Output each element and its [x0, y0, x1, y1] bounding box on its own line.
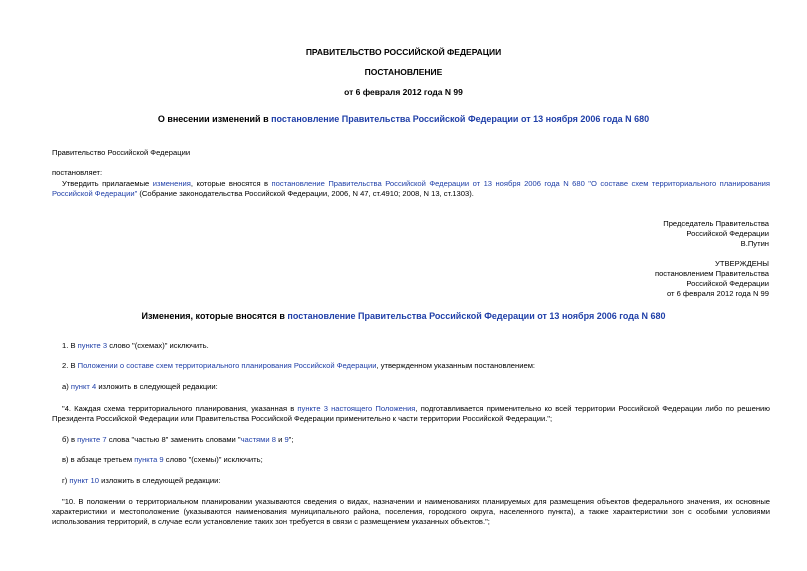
item-b-link-1[interactable]: пункте 7	[77, 435, 107, 444]
item-v-text-2: слово "(схемы)" исключить;	[163, 455, 263, 464]
item-a-link[interactable]: пункт 4	[70, 382, 97, 391]
item-g-text-2: изложить в следующей редакции:	[98, 476, 221, 485]
approve-paragraph	[52, 179, 770, 199]
decides-line: постановляет:	[52, 168, 103, 177]
approve-text-2: , которые вносятся в	[190, 179, 272, 188]
item-1-text-2: слово "(схемах)" исключить.	[107, 341, 209, 350]
item-2-link[interactable]: Положении о составе схем территориального планирования Российской Федерации	[77, 361, 377, 370]
approved-by: постановлением Правительства	[654, 269, 769, 278]
issuer-heading: ПРАВИТЕЛЬСТВО РОССИЙСКОЙ ФЕДЕРАЦИИ	[305, 47, 502, 57]
item-a-text-2: изложить в следующей редакции:	[96, 382, 218, 391]
doc-type-heading: ПОСТАНОВЛЕНИЕ	[364, 67, 443, 77]
approve-text-3: (Собрание законодательства Российской Федерации, 2006, N 47, ст.4910; 2008, N 13, ст.1303).	[137, 189, 474, 198]
doc-title-prefix: О внесении изменений в	[157, 114, 272, 124]
changes-title	[0, 311, 807, 321]
changes-title-prefix: Изменения, которые вносятся в	[141, 311, 288, 321]
approved-org: Российской Федерации	[686, 279, 769, 288]
changes-link[interactable]: изменения	[152, 179, 191, 188]
item-b-link-2[interactable]: частями 8	[240, 435, 276, 444]
item-2-text: 2. В	[62, 361, 78, 370]
quote-4-text: "4. Каждая схема территориального планирования, указанная в	[62, 404, 298, 413]
quote-4-text-2: , подготавливается применительно ко всей территории Российской Федерации либо по решению Президента Российской Федерации или Правительства Российской Федерации применительно к части территории Российской Федерации.";	[52, 404, 770, 423]
item-2	[52, 361, 770, 371]
approved-block	[655, 259, 769, 299]
item-g-link[interactable]: пункт 10	[69, 476, 99, 485]
item-b-text: б) в	[62, 435, 78, 444]
item-v-link[interactable]: пункта 9	[134, 455, 164, 464]
item-a-text: а)	[62, 382, 71, 391]
item-b-text-4: ";	[288, 435, 294, 444]
approve-text-1: Утвердить прилагаемые	[62, 179, 153, 188]
item-2-text-2: , утвержденном указанным постановлением:	[376, 361, 536, 370]
doc-date-heading: от 6 февраля 2012 года N 99	[344, 87, 463, 97]
item-1-link[interactable]: пункте 3	[77, 341, 108, 350]
item-g-text: г)	[62, 476, 70, 485]
item-a	[52, 382, 770, 392]
signature-block	[663, 219, 769, 249]
item-b-text-3: и	[275, 435, 285, 444]
item-v	[52, 455, 770, 465]
doc-title	[0, 114, 807, 124]
doc-title-link[interactable]: постановление Правительства Российской Федерации от 13 ноября 2006 года N 680	[271, 114, 650, 124]
quote-10: "10. В положении о территориальном планировании указываются сведения о видах, назначении и наименованиях планируемых для размещения объектов федерального значения, их основные характеристики и местоположение (указываются наименования муниципального района, поселения, городского округа, населенного пункта), а также характеристики зон с особыми условиями использования территорий, в случае если установление таких зон требуется в связи с размещением указанных объектов.";	[52, 497, 770, 526]
item-1-text: 1. В	[62, 341, 78, 350]
item-b-link-3[interactable]: 9	[284, 435, 289, 444]
quote-4	[52, 404, 770, 424]
signature-org: Российской Федерации	[686, 229, 769, 238]
gov-line: Правительство Российской Федерации	[52, 148, 191, 157]
approved-date: от 6 февраля 2012 года N 99	[666, 289, 769, 298]
approved-label: УТВЕРЖДЕНЫ	[715, 259, 769, 268]
quote-4-link[interactable]: пункте 3 настоящего Положения	[297, 404, 416, 413]
resolution-680-link[interactable]: постановление Правительства Российской Федерации от 13 ноября 2006 года N 680 "О составе схем территориального планирования Российской Федерации"	[52, 179, 770, 198]
signature-name: В.Путин	[740, 239, 769, 248]
item-g	[52, 476, 770, 486]
item-v-text: в) в абзаце третьем	[62, 455, 135, 464]
item-b-text-2: слова "частью 8" заменить словами "	[106, 435, 241, 444]
item-1	[52, 341, 770, 351]
item-b	[52, 435, 770, 445]
changes-title-link[interactable]: постановление Правительства Российской Федерации от 13 ноября 2006 года N 680	[287, 311, 666, 321]
signature-position: Председатель Правительства	[663, 219, 769, 228]
